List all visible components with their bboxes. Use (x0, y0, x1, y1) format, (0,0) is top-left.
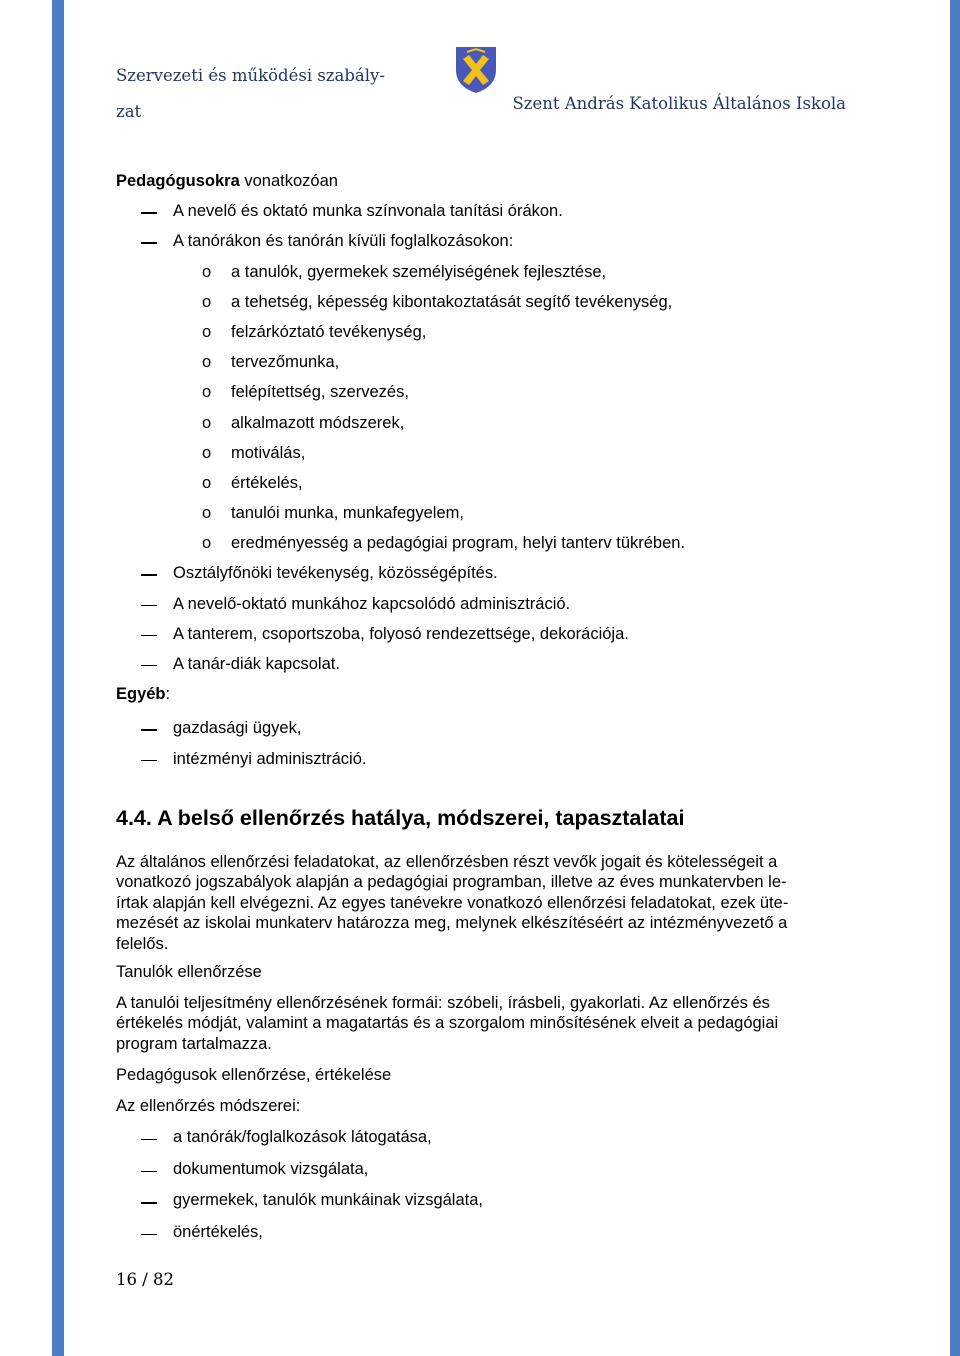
left-border-bar (52, 0, 64, 1356)
document-title-line1: Szervezeti és működési szabály- (116, 66, 385, 85)
teachers-heading (116, 166, 846, 196)
bullet-marker: o (202, 353, 212, 372)
list-item: A tanórákon és tanórán kívüli foglalkozásokon: (116, 226, 846, 256)
sub-list-item: o tanulói munka, munkafegyelem, (116, 498, 846, 528)
bullet-marker: o (202, 504, 212, 523)
bullet-marker: o (202, 383, 212, 402)
other-heading-rest: : (165, 685, 171, 704)
list-item: A nevelő és oktató munka színvonala tanítási órákon. (116, 196, 846, 226)
school-crest-logo (455, 46, 497, 94)
methods-heading: Az ellenőrzés módszerei: (116, 1097, 301, 1115)
section-title: A belső ellenőrzés hatálya, módszerei, tapasztalatai (157, 806, 685, 830)
students-control-heading: Tanulók ellenőrzése (116, 963, 262, 981)
list-item: Osztályfőnöki tevékenység, közösségépítés. (116, 558, 846, 588)
paragraph-line: felelős. (116, 934, 169, 953)
document-title-line2: zat (116, 102, 142, 121)
other-heading (116, 679, 846, 709)
section-heading (116, 806, 684, 831)
paragraph-line: értékelés módját, valamint a magatartás és a szorgalom minősítésének elveit a pedagógiai (116, 1014, 779, 1033)
teachers-heading-rest: vonatkozóan (239, 172, 338, 190)
bullet-marker: o (202, 473, 212, 492)
paragraph-line: A tanulói teljesítmény ellenőrzésének formái: szóbeli, írásbeli, gyakorlati. Az ellenőrzés és (116, 994, 770, 1012)
sub-list-item: o alkalmazott módszerek, (116, 408, 846, 438)
page-number: 16 / 82 (116, 1270, 175, 1289)
paragraph-line: mezését az iskolai munkaterv határozza meg, melynek elkészítéséért az intézményvezető a (116, 914, 788, 933)
section-number: 4.4. (116, 806, 152, 830)
bullet-marker: o (202, 292, 212, 311)
list-item: A tanár-diák kapcsolat. (116, 649, 846, 679)
teachers-section (116, 166, 846, 774)
right-border-bar (950, 0, 960, 1356)
teachers-evaluation-heading: Pedagógusok ellenőrzése, értékelése (116, 1066, 392, 1084)
sub-list-item: o eredményesség a pedagógiai program, helyi tanterv tükrében. (116, 528, 846, 558)
list-item: dokumentumok vizsgálata, (116, 1154, 846, 1186)
paragraph-line: vonatkozó jogszabályok alapján a pedagógiai programban, illetve az éves munkatervben le- (116, 873, 787, 892)
list-item: önértékelés, (116, 1217, 846, 1249)
methods-list (116, 1122, 846, 1248)
paragraph-line: program tartalmazza. (116, 1034, 272, 1053)
list-item: A tanterem, csoportszoba, folyosó rendezettsége, dekorációja. (116, 619, 846, 649)
bullet-marker: o (202, 443, 212, 462)
sub-list-item: o a tehetség, képesség kibontakoztatását segítő tevékenység, (116, 287, 846, 317)
document-title (116, 58, 385, 130)
bullet-marker: o (202, 413, 212, 432)
sub-list-item: o felzárkóztató tevékenység, (116, 317, 846, 347)
paragraph-line: írtak alapján kell elvégezni. Az egyes tanévekre vonatkozó ellenőrzési feladatokat, ezek üte- (116, 893, 789, 912)
paragraph-general-control (116, 852, 844, 954)
sub-list-item: o motiválás, (116, 438, 846, 468)
sub-list-item: o értékelés, (116, 468, 846, 498)
other-heading-bold: Egyéb (116, 685, 166, 704)
sub-list-item: o felépítettség, szervezés, (116, 377, 846, 407)
list-item: intézményi adminisztráció. (116, 744, 846, 774)
bullet-marker: o (202, 534, 212, 553)
sub-list-item: o tervezőmunka, (116, 347, 846, 377)
bullet-marker: o (202, 322, 212, 341)
list-item: gazdasági ügyek, (116, 713, 846, 743)
paragraph-line: Az általános ellenőrzési feladatokat, az ellenőrzésben részt vevők jogait és kötelességeit a (116, 853, 778, 871)
bullet-marker: o (202, 262, 212, 281)
teachers-heading-bold: Pedagógusokra (116, 172, 240, 190)
paragraph-students-control (116, 993, 844, 1054)
list-item: gyermekek, tanulók munkáinak vizsgálata, (116, 1185, 846, 1217)
sub-list-item: o a tanulók, gyermekek személyiségének fejlesztése, (116, 257, 846, 287)
list-item: a tanórák/foglalkozások látogatása, (116, 1122, 846, 1154)
list-item: A nevelő-oktató munkához kapcsolódó adminisztráció. (116, 589, 846, 619)
school-name: Szent András Katolikus Általános Iskola (512, 94, 846, 113)
